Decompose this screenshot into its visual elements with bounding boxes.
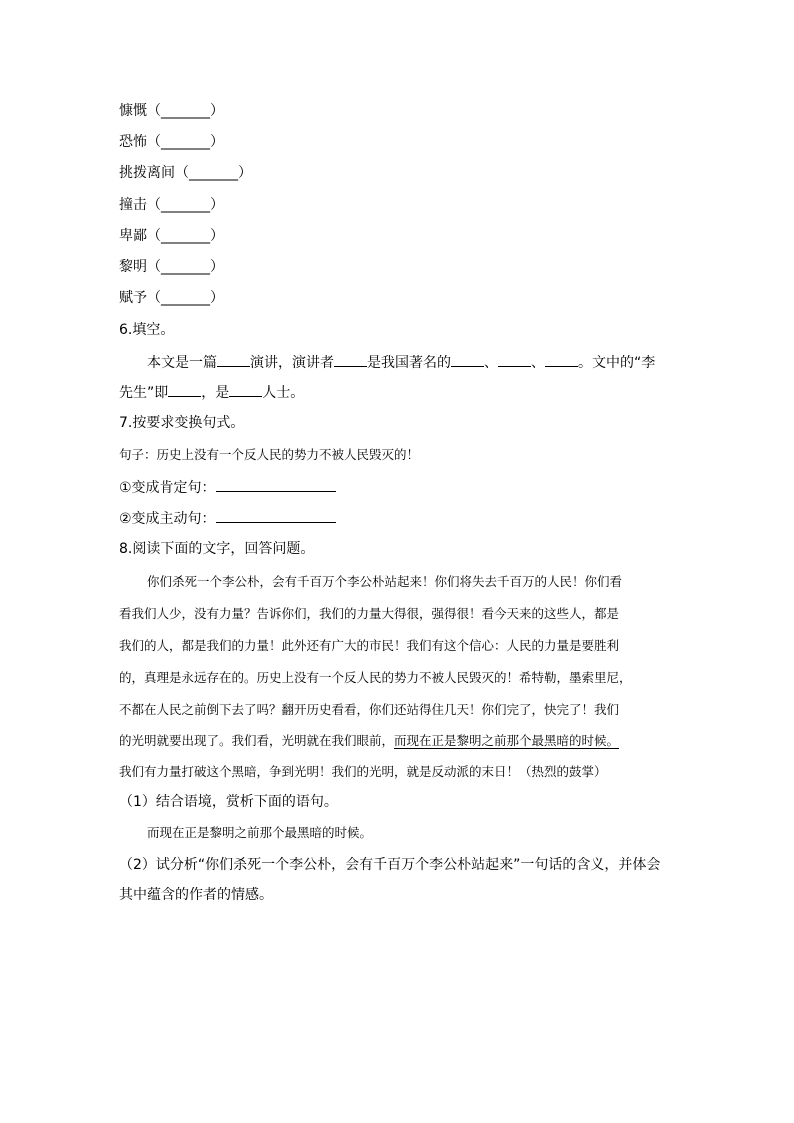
q6-text: 人士。 [262,385,305,401]
q6-blank-role-3[interactable] [545,352,578,367]
q8-sub2: （2）试分析“你们杀死一个李公朴，会有千百万个李公朴站起来”一句话的含义，并体会 [119,857,661,873]
q6-text: 演讲，演讲者 [250,355,334,371]
q6-blank-speaker[interactable] [334,352,367,367]
q8-sub2-cont: 其中蕴含的作者的情感。 [119,887,273,903]
q6-blank-name[interactable] [168,382,201,397]
vocab-item [119,226,224,246]
q8-sub1-quote: 而现在正是黎明之前那个最黑暗的时候。 [147,825,373,840]
underlined-sentence: 而现在正是黎明之前那个最黑暗的时候。 [394,733,620,748]
q6-text: 、 [531,355,545,371]
passage-line: 我们有力量打破这个黑暗，争到光明！我们的光明，就是反动派的末日！（热烈的鼓掌） [119,764,607,779]
q7-sentence: 句子：历史上没有一个反人民的势力不被人民毁灭的！ [119,447,420,462]
q8-sub1: （1）结合语境，赏析下面的语句。 [119,794,338,810]
vocab-item [119,101,224,121]
q7-item-label: ①变成肯定句： [119,480,216,496]
vocab-blank[interactable]: （_______） [147,290,224,306]
vocab-blank[interactable]: （_______） [147,197,224,213]
vocab-word: 赋予 [119,290,147,306]
q7-title: 7.按要求变换句式。 [119,415,245,431]
q7-answer-blank[interactable] [216,508,336,523]
passage-text: 的光明就要出现了。我们看，光明就在我们眼前， [119,733,395,748]
q6-line2 [119,382,304,403]
vocab-item [119,163,252,183]
q6-title: 6.填空。 [119,322,175,338]
q6-text: 、 [484,355,498,371]
q6-text: 先生”即 [119,385,169,401]
vocab-blank[interactable]: （_______） [147,259,224,275]
q7-item-active [119,508,336,529]
vocab-word: 恐怖 [119,134,147,150]
vocab-item [119,257,224,277]
vocab-word: 慷慨 [119,103,147,119]
passage-line: 的，真理是永远存在的。历史上没有一个反人民的势力不被人民毁灭的！希特勒，墨索里尼， [119,670,632,685]
vocab-blank[interactable]: （_______） [147,228,224,244]
vocab-blank[interactable]: （_______） [147,103,224,119]
vocab-word: 卑鄙 [119,228,147,244]
q6-blank-role-1[interactable] [451,352,484,367]
q6-text: ，是 [201,385,230,401]
q8-title: 8.阅读下面的文字，回答问题。 [119,541,315,557]
q6-text: 是我国著名的 [367,355,451,371]
vocab-item [119,195,224,215]
vocab-word: 黎明 [119,259,147,275]
passage-line: 看我们人少，没有力量？告诉你们，我们的力量大得很，强得很！看今天来的这些人，都是 [119,606,620,621]
vocab-item [119,132,224,152]
vocab-item [119,288,224,308]
vocab-word: 挑拨离间 [119,165,175,181]
vocab-blank[interactable]: （_______） [147,134,224,150]
q7-answer-blank[interactable] [216,477,336,492]
q6-line1 [147,352,655,373]
q6-blank-role-2[interactable] [498,352,531,367]
vocab-blank[interactable]: （_______） [175,165,252,181]
passage-line: 我们的人，都是我们的力量！此外还有广大的市民！我们有这个信心：人民的力量是要胜利 [119,638,620,653]
q7-item-label: ②变成主动句： [119,511,216,527]
passage-line: 不都在人民之前倒下去了吗？翻开历史看看，你们还站得住几天！你们完了，快完了！我们 [119,702,620,717]
q7-item-affirmative [119,477,336,498]
q6-text: 。文中的“李 [578,355,656,371]
q6-text: 本文是一篇 [147,355,217,371]
q6-blank-category[interactable] [229,382,262,397]
q6-blank-type[interactable] [217,352,250,367]
vocab-word: 撞击 [119,197,147,213]
passage-line: 你们杀死一个李公朴，会有千百万个李公朴站起来！你们将失去千百万的人民！你们看 [147,574,623,589]
passage-line [119,731,619,751]
